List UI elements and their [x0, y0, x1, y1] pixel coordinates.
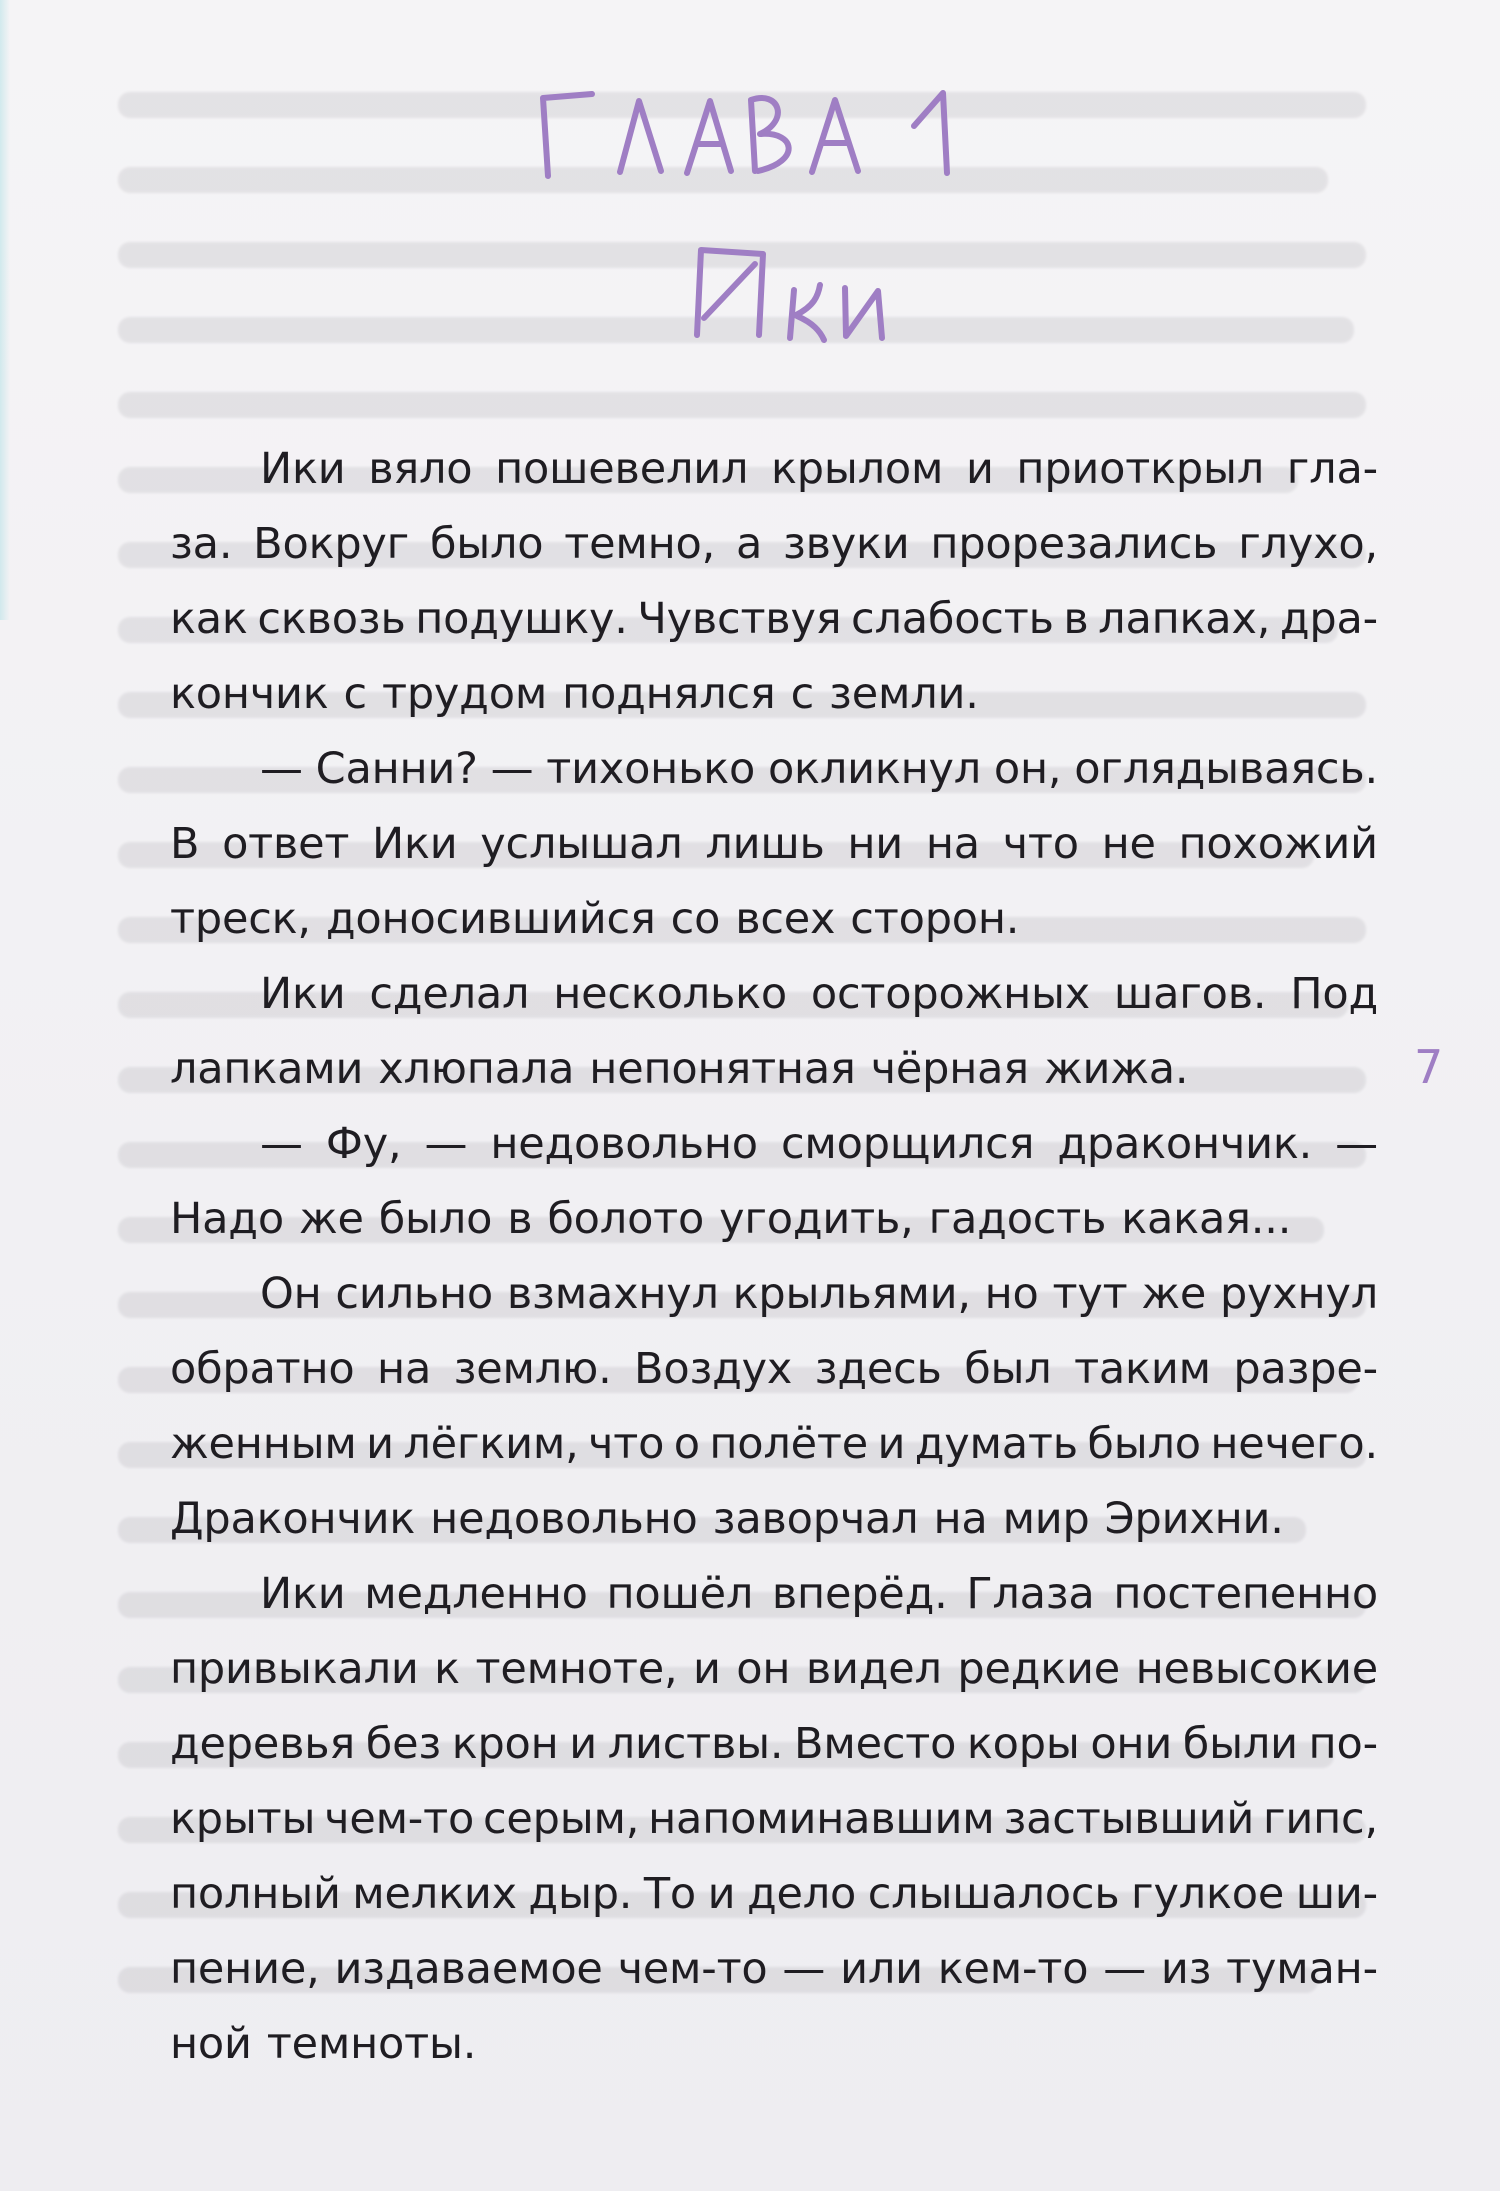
page-number: 7: [1414, 1040, 1444, 1094]
word: ответ: [222, 819, 350, 869]
text-line-15: [170, 1482, 1378, 1557]
text-line-21: [170, 1932, 1378, 2007]
word: То: [643, 1869, 697, 1919]
word: дыр.: [528, 1869, 633, 1919]
word: Воздух: [634, 1344, 793, 1394]
word: же: [1141, 1269, 1207, 1319]
word: был: [964, 1344, 1052, 1394]
word: по-: [1308, 1719, 1378, 1769]
word: издаваемое: [334, 1944, 603, 1994]
text-line-2: [170, 507, 1378, 582]
word: Вместо: [794, 1719, 957, 1769]
text-line-8: [170, 957, 1378, 1032]
stroke-letter-k: [790, 285, 824, 340]
text-line-12: [170, 1257, 1378, 1332]
word: с: [343, 669, 367, 719]
word: Фу,: [325, 1119, 402, 1169]
word: темно,: [564, 519, 716, 569]
word: как: [170, 594, 248, 644]
word: полный: [170, 1869, 341, 1919]
word: дра-: [1279, 594, 1378, 644]
word: подушку.: [415, 594, 628, 644]
word: поднялся: [562, 669, 776, 719]
word: постепенно: [1113, 1569, 1378, 1619]
text-line-7: [170, 882, 1378, 957]
word: лапками: [170, 1044, 364, 1094]
word: в: [507, 1194, 533, 1244]
word: а: [735, 519, 763, 569]
word: крыты: [170, 1794, 316, 1844]
word: и: [569, 1719, 597, 1769]
handwritten-chapter-label: [543, 93, 947, 176]
word: что: [588, 1419, 665, 1469]
word: треск,: [170, 894, 311, 944]
word: Дракончик: [170, 1494, 416, 1544]
word: они: [1090, 1719, 1173, 1769]
word: —: [782, 1944, 826, 1994]
stroke-digit-1: [914, 93, 947, 173]
word: Он: [260, 1269, 322, 1319]
word: гадость: [928, 1194, 1107, 1244]
word: В: [170, 819, 200, 869]
word: землю.: [453, 1344, 612, 1394]
word: доносившийся: [325, 894, 656, 944]
stroke-letter-i: [845, 288, 882, 338]
word: хлюпала: [378, 1044, 575, 1094]
word: пошевелил: [495, 444, 749, 494]
text-line-20: [170, 1857, 1378, 1932]
word: полёте: [709, 1419, 868, 1469]
word: взмахнул: [506, 1269, 719, 1319]
word: Ики: [260, 1569, 346, 1619]
text-line-9: [170, 1032, 1378, 1107]
word: гулкое: [1131, 1869, 1285, 1919]
word: или: [840, 1944, 923, 1994]
word: сторон.: [850, 894, 1020, 944]
word: и: [692, 1644, 721, 1694]
text-line-14: [170, 1407, 1378, 1482]
word: на: [933, 1494, 988, 1544]
word: Ики: [260, 444, 346, 494]
word: —: [260, 744, 303, 794]
text-line-5: [170, 732, 1378, 807]
word: —: [424, 1119, 468, 1169]
text-line-22: [170, 2007, 1378, 2082]
word: темноте,: [475, 1644, 678, 1694]
word: недовольно: [430, 1494, 698, 1544]
word: сильно: [335, 1269, 494, 1319]
word: сделал: [369, 969, 530, 1019]
word: Вокруг: [253, 519, 410, 569]
word: здесь: [814, 1344, 942, 1394]
word: пение,: [170, 1944, 320, 1994]
word: медленно: [364, 1569, 588, 1619]
word: он,: [993, 744, 1062, 794]
word: обратно: [170, 1344, 355, 1394]
word: жижа.: [1043, 1044, 1189, 1094]
word: лишь: [705, 819, 825, 869]
word: в: [1063, 594, 1089, 644]
word: сквозь: [257, 594, 406, 644]
word: чем-то: [617, 1944, 768, 1994]
handwritten-chapter-title: [697, 250, 882, 340]
word: глухо,: [1238, 519, 1378, 569]
word: Ики: [372, 819, 458, 869]
text-line-16: [170, 1557, 1378, 1632]
word: земли.: [829, 669, 979, 719]
word: звуки: [782, 519, 910, 569]
word: ши-: [1295, 1869, 1378, 1919]
word: о: [673, 1419, 700, 1469]
stroke-letter-i-cap: [697, 250, 763, 335]
word: слабость: [851, 594, 1054, 644]
word: крылом: [770, 444, 944, 494]
word: заворчал: [712, 1494, 919, 1544]
word: напоминавшим: [648, 1794, 995, 1844]
text-line-19: [170, 1782, 1378, 1857]
word: было: [378, 1194, 493, 1244]
text-line-10: [170, 1107, 1378, 1182]
text-line-3: [170, 582, 1378, 657]
word: лапках,: [1098, 594, 1271, 644]
word: окликнул: [767, 744, 982, 794]
word: женным: [170, 1419, 357, 1469]
word: всех: [735, 894, 836, 944]
word: серым,: [482, 1794, 640, 1844]
word: таким: [1074, 1344, 1211, 1394]
word: без: [365, 1719, 442, 1769]
word: коры: [966, 1719, 1080, 1769]
word: —: [1103, 1944, 1146, 1994]
word: Чувствуя: [637, 594, 842, 644]
stroke-letter-a-2: [812, 100, 858, 172]
word: Надо: [170, 1194, 284, 1244]
text-line-6: [170, 807, 1378, 882]
word: и: [965, 444, 994, 494]
body-text: [170, 432, 1378, 2082]
word: Ики: [260, 969, 346, 1019]
word: какая...: [1121, 1194, 1292, 1244]
stroke-letter-a-1: [687, 101, 731, 173]
word: за.: [170, 519, 233, 569]
handwritten-chapter-heading: [520, 80, 1000, 380]
word: но: [984, 1269, 1039, 1319]
word: Санни?: [315, 744, 478, 794]
word: угодить,: [719, 1194, 914, 1244]
word: вяло: [368, 444, 473, 494]
word: осторожных: [810, 969, 1091, 1019]
word: непонятная: [589, 1044, 856, 1094]
word: рухнул: [1219, 1269, 1378, 1319]
word: болото: [547, 1194, 705, 1244]
stroke-letter-l: [620, 101, 661, 172]
word: —: [1335, 1119, 1378, 1169]
word: Глаза: [966, 1569, 1095, 1619]
word: —: [260, 1119, 303, 1169]
word: было: [1087, 1419, 1201, 1469]
word: дело: [746, 1869, 857, 1919]
text-line-4: [170, 657, 1378, 732]
word: трудом: [381, 669, 548, 719]
word: редкие: [957, 1644, 1121, 1694]
word: Эрихни.: [1104, 1494, 1284, 1544]
text-line-13: [170, 1332, 1378, 1407]
text-line-18: [170, 1707, 1378, 1782]
text-line-11: [170, 1182, 1378, 1257]
word: из: [1160, 1944, 1212, 1994]
word: вперёд.: [771, 1569, 948, 1619]
word: привыкали: [170, 1644, 419, 1694]
word: —: [490, 744, 534, 794]
word: мир: [1002, 1494, 1090, 1544]
word: кончик: [170, 669, 329, 719]
word: разре-: [1233, 1344, 1378, 1394]
word: оглядываясь.: [1074, 744, 1378, 794]
word: и: [707, 1869, 736, 1919]
word: несколько: [553, 969, 787, 1019]
word: тихонько: [546, 744, 756, 794]
word: услышал: [480, 819, 683, 869]
word: сморщился: [780, 1119, 1035, 1169]
word: тут: [1052, 1269, 1128, 1319]
word: кем-то: [937, 1944, 1089, 1994]
word: застывший: [1003, 1794, 1255, 1844]
word: и: [877, 1419, 906, 1469]
word: невысокие: [1135, 1644, 1378, 1694]
word: слышалось: [867, 1869, 1120, 1919]
word: видел: [805, 1644, 942, 1694]
word: нечего.: [1210, 1419, 1378, 1469]
word: он: [736, 1644, 791, 1694]
word: на: [377, 1344, 432, 1394]
word: темноты.: [266, 2019, 477, 2069]
word: ни: [847, 819, 904, 869]
word: шагов.: [1113, 969, 1267, 1019]
word: ной: [170, 2019, 252, 2069]
word: на: [925, 819, 980, 869]
word: листвы.: [607, 1719, 784, 1769]
word: прорезались: [930, 519, 1218, 569]
word: крон: [451, 1719, 559, 1769]
word: думать: [914, 1419, 1078, 1469]
word: с: [790, 669, 815, 719]
word: дракончик.: [1057, 1119, 1313, 1169]
word: не: [1101, 819, 1156, 869]
word: Под: [1290, 969, 1378, 1019]
text-line-1: [170, 432, 1378, 507]
word: крыльями,: [732, 1269, 971, 1319]
word: мелких: [352, 1869, 517, 1919]
stroke-letter-g: [543, 94, 592, 176]
word: и: [366, 1419, 394, 1469]
word: гипс,: [1262, 1794, 1378, 1844]
word: со: [670, 894, 721, 944]
word: пошёл: [606, 1569, 754, 1619]
word: гла-: [1286, 444, 1378, 494]
stroke-letter-v: [751, 98, 789, 171]
word: к: [434, 1644, 460, 1694]
word: деревья: [170, 1719, 356, 1769]
word: туман-: [1226, 1944, 1378, 1994]
word: же: [298, 1194, 364, 1244]
word: похожий: [1178, 819, 1378, 869]
word: лёгким,: [403, 1419, 579, 1469]
word: было: [429, 519, 544, 569]
word: чем-то: [324, 1794, 475, 1844]
word: чёрная: [870, 1044, 1029, 1094]
word: недовольно: [490, 1119, 758, 1169]
word: что: [1002, 819, 1079, 869]
word: были: [1182, 1719, 1298, 1769]
word: приоткрыл: [1016, 444, 1265, 494]
page-edge-tint: [0, 0, 10, 620]
chapter-heading: [520, 80, 1000, 380]
text-line-17: [170, 1632, 1378, 1707]
